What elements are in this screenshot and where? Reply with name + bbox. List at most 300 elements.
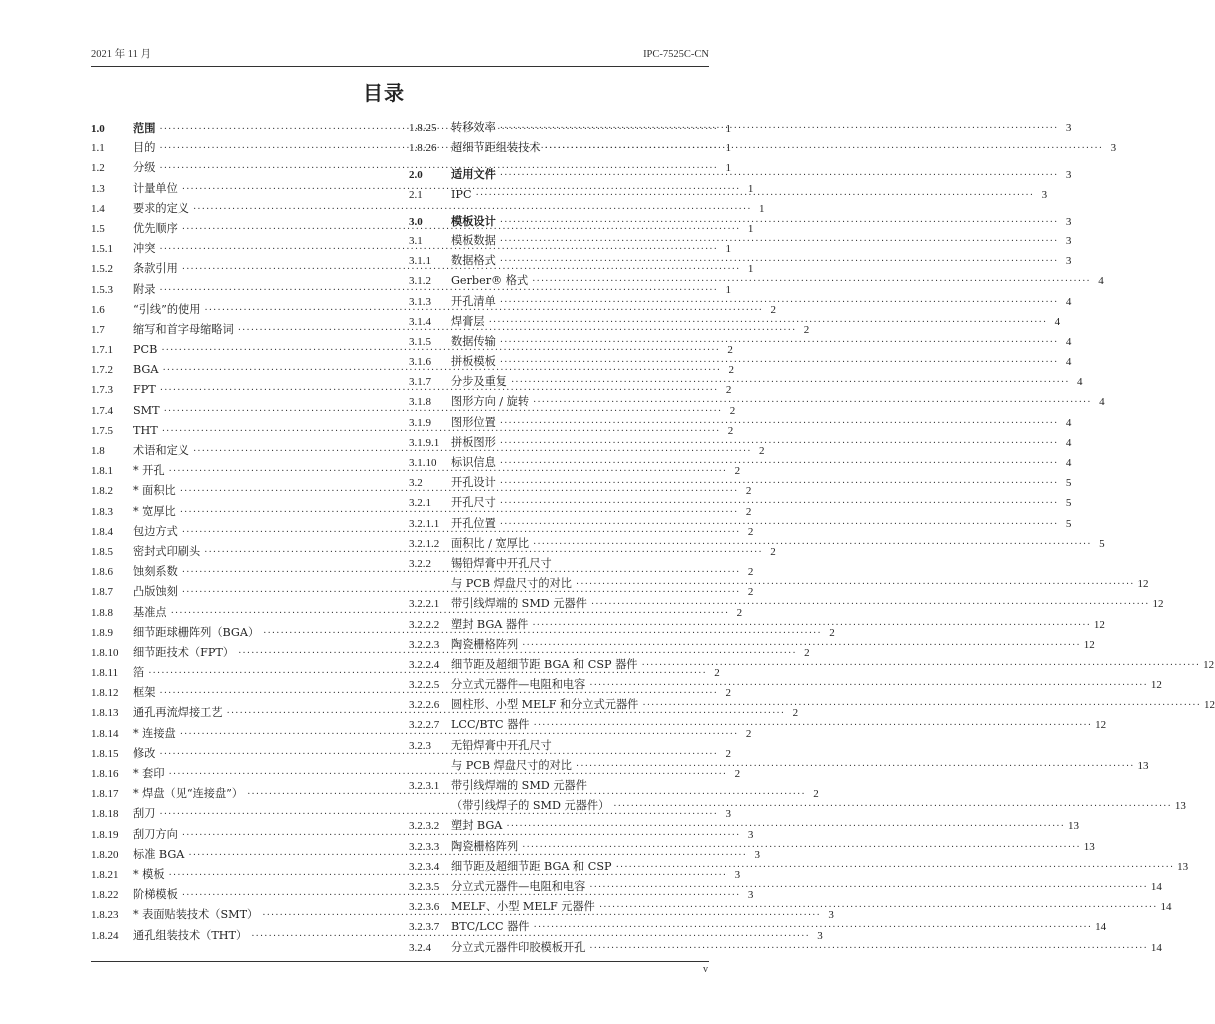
toc-entry-page: 13 [1174,800,1186,813]
toc-entry-title: * 表面贴装技术（SMT） [133,908,259,922]
toc-entry-title: 标识信息 [451,456,496,469]
toc-entry-number: 1.8.20 [91,848,119,861]
toc-entry[interactable] [409,251,1072,271]
toc-entry[interactable] [409,695,1215,715]
toc-entry[interactable] [409,917,1107,937]
toc-leader-dots [642,656,1201,676]
toc-entry-number: 1.8.1 [91,465,113,478]
toc-entry[interactable] [409,372,1083,392]
toc-entry-page: 2 [714,667,720,680]
toc-entry[interactable] [409,837,1095,857]
toc-entry-page: 4 [1065,436,1072,449]
toc-entry-number: 3.2.2.4 [409,658,440,671]
toc-entry[interactable] [409,594,1164,614]
toc-entry[interactable] [409,938,1162,958]
toc-entry-number: 1.8.4 [91,525,113,538]
toc-leader-dots [500,213,1059,233]
toc-entry-page: 14 [1150,880,1162,893]
header-rule [91,66,709,67]
toc-entry-page: 3 [747,889,754,902]
toc-entry-number: 1.7.3 [91,384,113,397]
toc-entry-number: 1.7.1 [91,344,113,357]
toc-entry-page: 2 [803,323,810,336]
toc-entry-number: 1.8.18 [91,808,119,821]
toc-entry-number: 3.1.8 [409,396,431,409]
toc-entry-title: * 模板 [133,867,165,881]
toc-entry-title: 分级 [133,161,156,175]
toc-entry-title: 刮刀方向 [133,827,178,841]
toc-entry-page: 2 [804,646,810,659]
toc-entry[interactable] [409,615,1105,635]
toc-entry-page: 4 [1065,457,1072,469]
toc-leader-dots [642,696,1201,716]
toc-entry-number: 3.2.2 [409,557,431,570]
toc-entry-page: 2 [734,768,741,780]
toc-entry-number: 1.5.3 [91,283,113,296]
toc-entry-page: 3 [734,868,741,881]
toc-entry-number: 3.1.4 [409,315,431,328]
toc-entry-number: 3.2.4 [409,941,431,954]
toc-entry-title: 焊膏层 [451,314,485,328]
toc-entry-page: 2 [745,505,752,518]
toc-entry-page: 2 [725,687,731,700]
toc-entry-number: 1.8.3 [91,505,113,518]
toc-entry[interactable] [409,352,1072,372]
toc-entry-number: 3.1.1 [409,255,431,268]
toc-entry-title: 陶瓷栅格阵列 [451,637,519,651]
toc-entry-page: 1 [725,162,731,175]
toc-entry-title: 锡铅焊膏中开孔尺寸 [451,556,552,570]
toc-entry-number: 3.2 [409,477,423,490]
toc-entry-number: 1.8.14 [91,727,119,740]
toc-entry-number: 1.5.2 [91,263,113,276]
toc-entry-page: 2 [747,566,754,579]
toc-entry-page: 1 [747,182,754,195]
toc-leader-dots [533,535,1092,555]
toc-entry-number: 1.6 [91,303,105,316]
toc-entry-title: 箔 [133,666,145,680]
toc-entry[interactable] [409,138,1117,158]
toc-leader-dots [500,353,1059,373]
toc-entry-title: 面积比 / 宽厚比 [451,536,530,550]
toc-entry-title: “引线”的使用 [133,302,201,316]
toc-entry-number: 2.1 [409,188,423,201]
toc-entry-page: 4 [1099,396,1105,409]
toc-entry-title: 图形方向 / 旋转 [451,395,530,409]
toc-entry-title: 计量单位 [133,181,178,195]
toc-entry[interactable] [409,473,1072,493]
toc-entry[interactable] [409,413,1072,433]
toc-leader-dots [500,166,1059,186]
toc-entry[interactable] [409,857,1189,877]
toc-entry-page: 4 [1065,295,1072,308]
toc-entry-number: 1.8.10 [91,646,119,659]
toc-entry-title: Gerber® 格式 [451,274,529,288]
toc-entry-title: 通孔组装技术（THT） [133,928,248,942]
toc-entry-title: 优先顺序 [133,221,178,235]
toc-entry[interactable] [409,655,1215,675]
toc-entry-page: 5 [1099,537,1105,550]
toc-entry-number: 3.1.9.1 [409,436,440,449]
toc-entry-title: * 面积比 [133,484,176,498]
toc-entry-title: 目的 [133,141,156,155]
toc-entry-number: 2.0 [409,169,423,182]
toc-entry-page: 14 [1150,941,1162,954]
toc-entry[interactable] [409,164,1072,184]
toc-entry[interactable] [409,816,1079,836]
toc-entry-title: 模板数据 [451,233,496,247]
toc-leader-dots [476,186,1035,206]
toc-leader-dots [500,414,1059,434]
toc-entry-number: 3.0 [409,215,423,228]
toc-entry-title: 塑封 BGA 器件 [451,617,529,631]
toc-leader-dots [616,858,1175,878]
toc-entry-number: 1.8.11 [91,667,119,680]
toc-entry-number: 1.5 [91,222,105,235]
toc-leader-dots [591,595,1150,615]
toc-entry[interactable] [409,514,1072,534]
toc-entry-page: 12 [1095,719,1107,732]
toc-entry-page: 2 [747,586,754,599]
toc-entry-page: 3 [1041,188,1048,201]
toc-entry-title: * 焊盘（见“连接盘”） [133,787,244,801]
toc-entry-page: 3 [817,929,823,942]
toc-entry-title: 框架 [133,686,156,700]
toc-entry-page: 3 [1065,169,1072,182]
toc-entry-page: 13 [1067,820,1079,833]
toc-entry[interactable] [409,433,1072,453]
toc-entry-number: 3.2.3.5 [409,880,440,893]
toc-leader-dots [500,119,1059,139]
toc-entry-number: 3.1.2 [409,275,431,288]
toc-entry-number: 1.8.5 [91,545,113,558]
toc-entry-title: LCC/BTC 器件 [451,718,530,732]
toc-entry-number: 3.2.1.1 [409,517,440,530]
toc-leader-dots [589,939,1148,959]
toc-leader-dots [613,797,1172,817]
toc-leader-dots [599,898,1158,918]
toc-leader-dots [532,272,1091,292]
toc-entry-number: 3.2.3.2 [409,820,440,833]
toc-entry-number: 1.2 [91,162,105,175]
toc-entry-number: 3.1.10 [409,457,437,469]
toc-leader-dots [511,373,1070,393]
toc-entry-number: 3.2.3.4 [409,860,440,873]
toc-entry-number: 3.1.9 [409,416,431,429]
toc-entry-number: 1.8.19 [91,828,119,841]
toc-entry-number: 1.8.7 [91,586,113,599]
toc-entry-title: 超细节距组装技术 [451,141,541,155]
toc-leader-dots [500,515,1059,535]
toc-entry-page: 2 [727,344,733,357]
toc-entry-title: 条款引用 [133,262,178,276]
toc-entry-title: 蚀刻系数 [133,565,178,579]
toc-entry-page: 2 [736,606,743,619]
toc-entry-title: 分立式元器件—电阻和电容 [451,879,586,893]
toc-entry-title: 细节距球栅阵列（BGA） [133,625,260,639]
toc-entry-number: 3.2.2.5 [409,679,440,692]
toc-entry-title: 开孔设计 [451,476,496,490]
toc-entry-page: 4 [1098,275,1104,288]
toc-entry-page: 13 [1177,860,1189,873]
toc-entry[interactable] [409,493,1072,513]
toc-leader-dots [500,232,1059,252]
toc-leader-dots [534,716,1093,736]
header-date: 2021 年 11 月 [91,49,151,60]
toc-entry-title: 适用文件 [451,167,496,182]
toc-leader-dots [522,838,1081,858]
toc-entry-number: 1.8.13 [91,707,119,720]
toc-entry-number: 3.2.1 [409,497,431,510]
toc-entry-number: 1.5.1 [91,243,113,256]
toc-entry-title: 开孔清单 [451,294,496,308]
toc-entry-page: 1 [759,202,765,215]
toc-entry-page: 2 [829,626,835,639]
toc-entry[interactable] [409,574,1149,594]
toc-entry[interactable] [409,118,1072,138]
toc-entry-number: 1.3 [91,182,105,195]
toc-entry[interactable] [409,796,1186,816]
toc-entry[interactable] [409,453,1072,473]
toc-entry-page: 1 [725,142,731,155]
toc-entry-title: 圆柱形、小型 MELF 和分立式元器件 [451,698,639,712]
toc-entry-title: 细节距及超细节距 BGA 和 CSP [451,859,612,873]
toc-entry[interactable] [409,534,1105,554]
toc-entry[interactable] [91,199,765,219]
toc-entry[interactable] [409,675,1162,695]
toc-entry-title: 图形位置 [451,415,496,429]
toc-entry-title: 开孔位置 [451,516,496,530]
toc-entry-number: 1.8.8 [91,606,113,619]
toc-entry-number: 1.8.12 [91,687,119,700]
toc-entry-number: 1.8.24 [91,929,119,942]
toc-entry-number: 1.7.4 [91,404,113,417]
toc-entry-title: 数据格式 [451,254,496,268]
toc-entry-title: 阶梯模板 [133,888,178,902]
toc-entry-page: 14 [1160,901,1172,914]
toc-entry-page: 2 [729,404,736,417]
toc-entry-number: 3.1.3 [409,295,431,308]
toc-entry-title: 冲突 [133,242,156,256]
toc-entry[interactable] [409,756,1149,776]
toc-entry-title: 与 PCB 焊盘尺寸的对比 [451,758,572,772]
toc-entry-title: BTC/LCC 器件 [451,920,530,934]
toc-entry-number: 1.7.5 [91,424,113,437]
toc-entry-page: 3 [1110,142,1117,155]
toc-entry-title: 陶瓷栅格阵列 [451,839,519,853]
toc-entry[interactable] [409,897,1172,917]
toc-leader-dots [500,454,1059,474]
toc-entry-title: 密封式印刷头 [133,544,201,558]
toc-entry-page: 2 [725,747,731,760]
toc-entry-number: 3.1.5 [409,335,431,348]
toc-entry-number: 3.2.3.1 [409,780,440,792]
toc-entry-number: 1.8.23 [91,909,119,922]
toc-entry-page: 1 [747,222,754,235]
toc-leader-dots [576,757,1135,777]
toc-entry[interactable] [409,231,1072,251]
toc-entry-page: 2 [813,788,819,801]
toc-entry-title: IPC [451,187,472,201]
toc-entry-title: 分步及重复 [451,375,507,389]
toc-entry-title: * 套印 [133,767,165,780]
toc-entry-page: 1 [725,123,731,135]
toc-entry-page: 2 [745,727,752,740]
toc-entry[interactable] [409,776,709,796]
toc-entry-page: 12 [1083,638,1095,651]
toc-leader-dots [500,252,1059,272]
toc-entry-title: 无铅焊膏中开孔尺寸 [451,738,552,752]
toc-entry-page: 14 [1095,921,1107,934]
toc-entry-page: 3 [747,828,754,841]
toc-entry-number: 1.8.16 [91,768,119,780]
toc-leader-dots [500,494,1059,514]
toc-entry-number: 3.2.3 [409,739,431,752]
toc-entry[interactable] [409,312,1061,332]
toc-entry[interactable] [409,211,1072,231]
toc-entry-title: 模板设计 [451,213,496,228]
toc-entry-title: 与 PCB 焊盘尺寸的对比 [451,577,572,591]
toc-entry-page: 2 [759,445,765,457]
toc-entry-page: 12 [1203,658,1215,671]
toc-entry[interactable] [409,271,1104,291]
toc-entry-page: 3 [1065,234,1072,247]
toc-entry-title: 附录 [133,282,156,296]
toc-entry-number: 1.8.25 [409,122,437,134]
toc-entry[interactable] [409,715,1107,735]
toc-entry-title: 开孔尺寸 [451,496,496,510]
page-title: 目录 [363,81,405,105]
toc-entry[interactable] [409,332,1072,352]
toc-entry-page: 2 [728,364,735,377]
toc-entry-title: * 连接盘 [133,726,176,740]
toc-entry-title: （带引线焊子的 SMD 元器件） [451,799,610,813]
toc-entry-number: 3.2.2.1 [409,598,440,611]
toc-entry-title: 凸版蚀刻 [133,585,178,599]
toc-entry-page: 12 [1150,679,1162,692]
toc-entry-page: 4 [1054,315,1061,328]
toc-entry-page: 12 [1203,699,1215,712]
toc-entry-title: 修改 [133,746,156,760]
toc-entry-page: 2 [745,485,752,498]
toc-leader-dots [589,878,1148,898]
toc-entry-page: 12 [1137,578,1149,591]
toc-entry[interactable] [409,877,1162,897]
toc-entry-title: 包边方式 [133,524,178,538]
toc-entry-title: 转移效率 [451,121,496,134]
toc-entry-number: 1.8.2 [91,485,113,498]
toc-entry[interactable] [409,185,1048,205]
toc-entry-title: 带引线焊端的 SMD 元器件 [451,779,587,792]
toc-entry-title: 分立式元器件—电阻和电容 [451,678,586,692]
toc-entry-title: 术语和定义 [133,444,189,457]
toc-entry-number: 3.2.2.7 [409,719,440,732]
toc-entry[interactable] [409,736,709,756]
toc-entry-title: 标准 BGA [133,847,185,861]
footer-rule [91,961,709,962]
toc-leader-dots [500,333,1059,353]
toc-entry-number: 1.7 [91,323,105,336]
toc-leader-dots [589,676,1148,696]
toc-entry-page: 4 [1065,416,1072,429]
toc-entry-number: 3.2.3.6 [409,901,440,914]
toc-entry-page: 2 [725,384,732,397]
toc-entry-number: 3.2.2.2 [409,618,440,631]
toc-entry-number: 3.2.2.3 [409,638,440,651]
toc-entry-number: 1.0 [91,123,105,135]
toc-entry-title: 基准点 [133,605,167,619]
toc-entry-number: 1.8.15 [91,747,119,760]
toc-leader-dots [489,313,1048,333]
toc-entry-page: 5 [1065,517,1072,530]
toc-entry-number: 1.8.21 [91,868,119,881]
toc-entry-page: 1 [747,263,754,276]
toc-entry-page: 12 [1152,598,1164,611]
toc-entry-page: 2 [770,545,776,558]
toc-entry-title: FPT [133,383,156,397]
toc-leader-dots [545,139,1104,159]
toc-entry-title: BGA [133,363,159,377]
toc-entry-number: 3.2.3.7 [409,921,440,934]
toc-entry-number: 3.1 [409,234,423,247]
toc-entry-title: 细节距及超细节距 BGA 和 CSP 器件 [451,657,638,671]
toc-entry-page: 2 [792,707,799,720]
toc-leader-dots [500,293,1059,313]
toc-entry-page: 2 [727,424,734,437]
toc-entry-title: THT [133,423,158,437]
toc-entry-title: 塑封 BGA [451,819,503,833]
toc-entry-title: * 开孔 [133,464,165,478]
toc-entry-title: 刮刀 [133,807,156,821]
toc-entry-title: 带引线焊端的 SMD 元器件 [451,597,587,611]
toc-entry-number: 1.8.9 [91,626,113,639]
footer-page-numeral: v [703,964,708,975]
toc-entry-page: 4 [1077,376,1083,389]
toc-entry-number: 1.8 [91,445,105,457]
toc-leader-dots [532,616,1091,636]
toc-entry[interactable] [409,554,709,574]
toc-entry-page: 4 [1065,335,1072,348]
toc-entry-page: 4 [1065,356,1072,369]
toc-entry-number: 3.2.1.2 [409,537,440,550]
toc-entry-page: 3 [1065,122,1072,134]
toc-entry-title: 细节距技术（FPT） [133,645,235,659]
toc-entry-page: 3 [725,808,731,821]
toc-leader-dots [522,636,1081,656]
toc-entry-page: 3 [828,909,834,922]
toc-leader-dots [500,474,1059,494]
toc-entry-number: 1.7.2 [91,364,113,377]
toc-entry[interactable] [409,392,1105,412]
toc-entry-page: 1 [725,243,731,256]
toc-entry-number: 1.8.17 [91,788,119,801]
toc-entry-page: 2 [734,465,741,478]
toc-entry[interactable] [409,292,1072,312]
toc-entry-title: 范围 [133,121,156,135]
toc-entry-title: SMT [133,403,160,417]
toc-entry-page: 2 [770,303,776,316]
toc-entry-title: 分立式元器件印胶模板开孔 [451,940,586,954]
toc-entry-page: 3 [1065,255,1072,268]
toc-entry-number: 3.2.3.3 [409,840,440,853]
toc-entry-title: 通孔再流焊接工艺 [133,706,223,720]
toc-entry-number: 1.8.22 [91,889,119,902]
toc-entry-page: 12 [1093,618,1105,631]
toc-entry-number: 1.1 [91,142,105,155]
toc-leader-dots [533,393,1092,413]
toc-entry[interactable] [409,635,1095,655]
toc-entry-page: 3 [754,848,760,861]
